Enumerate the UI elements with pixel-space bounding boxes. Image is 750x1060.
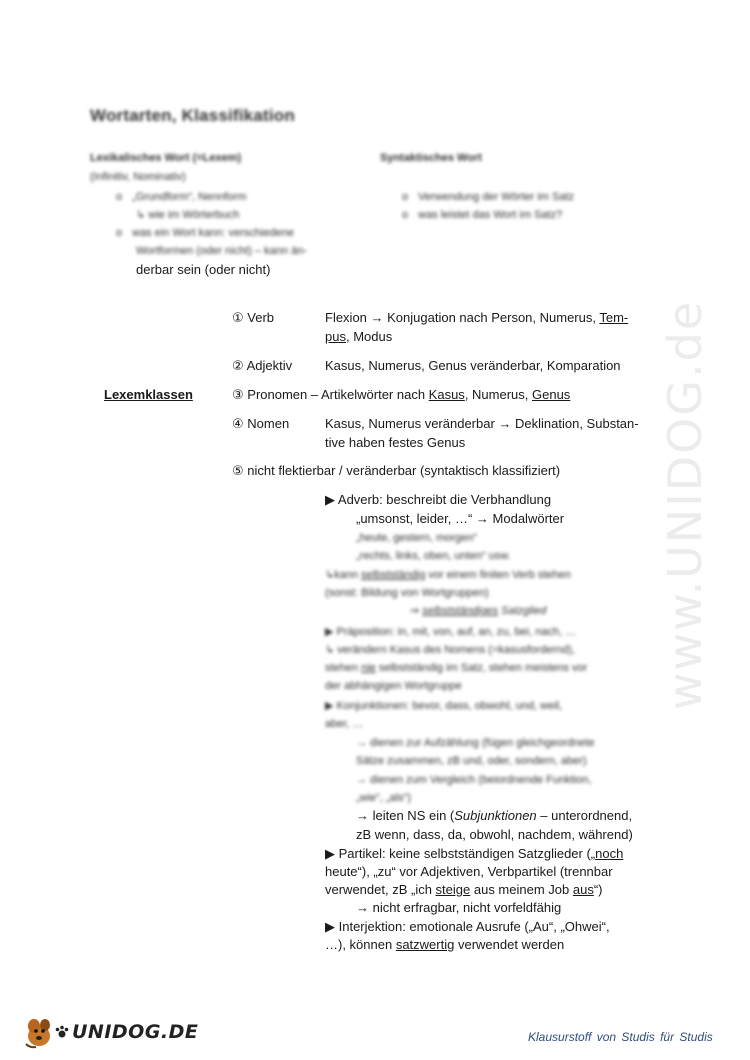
- interjektion-line-1: ▶ Interjektion: emotionale Ausrufe („Au“, „Ohwei“,: [325, 919, 610, 934]
- adverb-line-7: ⇒ selbstständiges Satzglied: [410, 605, 547, 617]
- class-uninflected-name: ⑤ nicht flektierbar / veränderbar (syntaktisch klassifiziert): [232, 463, 561, 478]
- adverb-line-6: (sonst: Bildung von Wortgruppen): [325, 587, 489, 599]
- page-title: Wortarten, Klassifikation: [90, 106, 295, 125]
- prep-line-4: der abhängigen Wortgruppe: [325, 680, 462, 692]
- adverb-line-3: „heute, gestern, morgen“: [356, 532, 478, 544]
- dog-icon: [22, 1014, 56, 1050]
- konj-line-3: → dienen zur Aufzählung (fügen gleichgeordnete: [356, 737, 595, 749]
- lexical-bullet-1: o „Grundform“, Nennform: [116, 191, 247, 203]
- watermark: www.UNIDOG.de: [658, 299, 712, 711]
- class-nomen-name: ④ Nomen: [232, 416, 290, 431]
- lexical-word-subheading: (Infinitiv, Nominativ): [90, 171, 186, 183]
- interjektion-line-2: …), können satzwertig verwendet werden: [325, 937, 565, 952]
- prep-line-3: stehen nie selbstständig im Satz, stehen meistens vor: [325, 662, 588, 674]
- partikel-line-1: ▶ Partikel: keine selbstständigen Satzglieder („noch: [325, 846, 624, 861]
- lexemklassen-label: Lexemklassen: [104, 387, 193, 402]
- konj-line-4: Sätze zusammen, zB und, oder, sondern, aber): [356, 755, 587, 767]
- adverb-line-2: „umsonst, leider, …“ → Modalwörter: [356, 511, 565, 526]
- return-arrow-icon: ↳: [325, 569, 335, 581]
- lexical-bullet-2-line2: Wortformen (oder nicht) – kann än-: [136, 245, 307, 257]
- partikel-line-2: heute“), „zu“ vor Adjektiven, Verbpartikel (trennbar: [325, 864, 613, 879]
- return-arrow-icon: ↳: [136, 209, 149, 221]
- konj-line-8: zB wenn, dass, da, obwohl, nachdem, während): [356, 827, 633, 842]
- konj-line-5: → dienen zum Vergleich (beiordnende Funktion,: [356, 774, 592, 786]
- konj-line-1: ▶ Konjunktionen: bevor, dass, obwohl, und, weil,: [325, 700, 563, 712]
- class-verb-name: ① Verb: [232, 310, 275, 325]
- syntactic-bullet-1: o Verwendung der Wörter im Satz: [402, 191, 575, 203]
- class-adjektiv-name: ② Adjektiv: [232, 358, 293, 373]
- partikel-line-3: verwendet, zB „ich steige aus meinem Job aus“): [325, 882, 603, 897]
- lexical-bullet-2-line3: derbar sein (oder nicht): [136, 262, 271, 277]
- footer-tagline: Klausurstoff von Studis für Studis: [528, 1030, 713, 1044]
- adverb-line-4: „rechts, links, oben, unten“ usw.: [356, 550, 511, 562]
- class-nomen-desc: Kasus, Numerus veränderbar → Deklination, Substan- tive haben festes Genus: [325, 416, 639, 450]
- class-pronomen-name: ③ Pronomen – Artikelwörter nach Kasus, Numerus, Genus: [232, 387, 571, 402]
- return-arrow-icon: ↳: [325, 644, 338, 656]
- class-adjektiv-desc: Kasus, Numerus, Genus veränderbar, Komparation: [325, 358, 621, 373]
- konj-line-6: „wie“, „als“): [356, 792, 411, 804]
- konj-line-7: → leiten NS ein (Subjunktionen – unterordnend,: [356, 808, 633, 823]
- lexical-bullet-1-sub: ↳ wie im Wörterbuch: [136, 209, 240, 221]
- adverb-line-5: ↳kann selbstständig vor einem finiten Verb stehen: [325, 569, 571, 581]
- partikel-line-4: → nicht erfragbar, nicht vorfeldfähig: [356, 900, 562, 915]
- adverb-line-1: ▶ Adverb: beschreibt die Verbhandlung: [325, 492, 552, 507]
- syntactic-word-heading: Syntaktisches Wort: [380, 152, 482, 164]
- syntactic-bullet-2: o was leistet das Wort im Satz?: [402, 209, 563, 221]
- lexical-bullet-2: o was ein Wort kann: verschiedene: [116, 227, 294, 239]
- paw-icon: [54, 1024, 70, 1040]
- unidog-logo[interactable]: [22, 1013, 198, 1051]
- prep-line-2: ↳ verändern Kasus des Nomens (=kasusfordernd),: [325, 644, 575, 656]
- konj-line-2: aber, …: [325, 718, 364, 730]
- lexical-word-heading: Lexikalisches Wort (=Lexem): [90, 152, 242, 164]
- class-verb-desc: Flexion → Konjugation nach Person, Numerus, Tem- pus, Modus: [325, 310, 629, 344]
- logo-text: UNIDOG.DE: [72, 1021, 199, 1043]
- prep-line-1: ▶ Präposition: in, mit, von, auf, an, zu, bei, nach, …: [325, 626, 577, 638]
